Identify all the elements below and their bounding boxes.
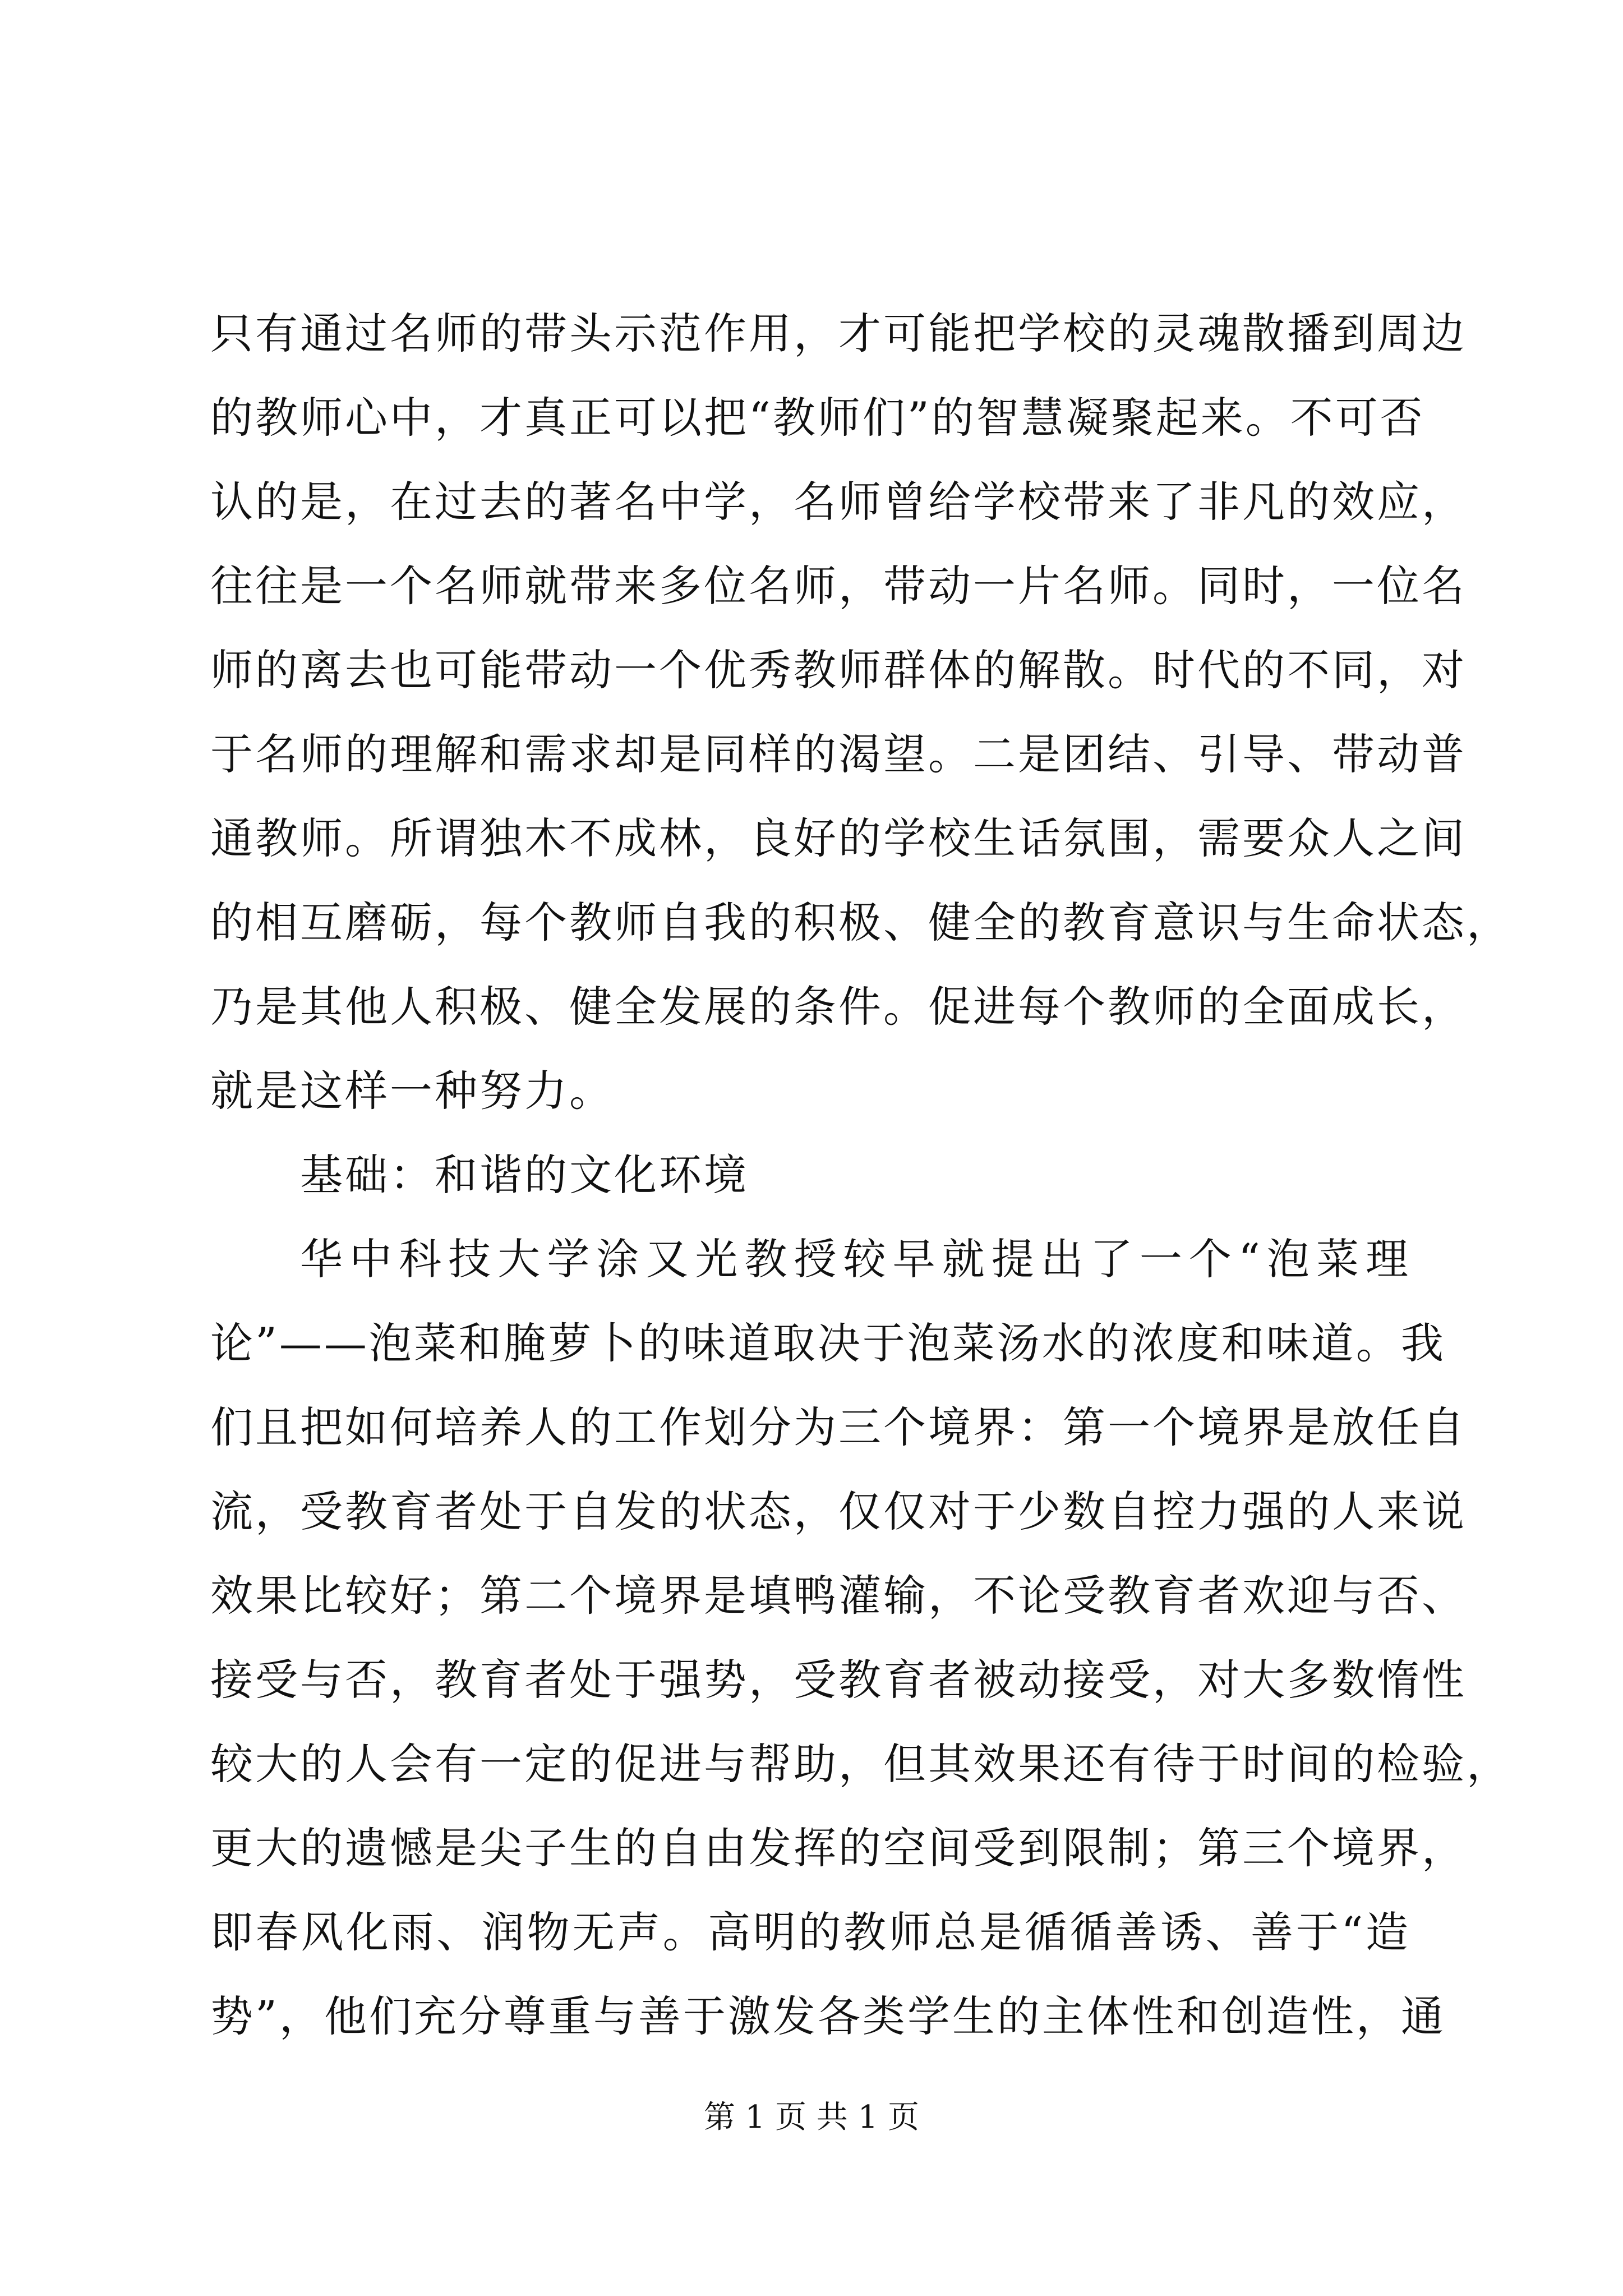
text-line: 师的离去也可能带动一个优秀教师群体的解散。时代的不同，对	[210, 645, 1467, 695]
text-line: 认的是，在过去的著名中学，名师曾给学校带来了非凡的效应，	[210, 477, 1467, 527]
text-line: 只有通过名师的带头示范作用，才可能把学校的灵魂散播到周边	[210, 309, 1467, 358]
text-line: 于名师的理解和需求却是同样的渴望。二是团结、引导、带动普	[210, 729, 1467, 779]
text-line: 即春风化雨、润物无声。高明的教师总是循循善诱、善于“造	[210, 1907, 1410, 1957]
paragraph-2	[210, 1217, 1511, 2059]
text-line: 效果比较好；第二个境界是填鸭灌输，不论受教育者欢迎与否、	[210, 1571, 1467, 1621]
page-number-footer: 第 1 页 共 1 页	[703, 2099, 920, 2136]
text-line: 较大的人会有一定的促进与帮助，但其效果还有待于时间的检验，	[210, 1739, 1511, 1789]
paragraph-1	[210, 292, 1511, 1133]
text-line: 华中科技大学涂又光教授较早就提出了一个“泡菜理	[300, 1234, 1410, 1284]
text-line: 乃是其他人积极、健全发展的条件。促进每个教师的全面成长，	[210, 982, 1467, 1032]
text-line: 通教师。所谓独木不成林，良好的学校生话氛围，需要众人之间	[210, 813, 1467, 863]
text-line: 接受与否，教育者处于强势，受教育者被动接受，对大多数惰性	[210, 1655, 1467, 1705]
text-line: 们且把如何培养人的工作划分为三个境界：第一个境界是放任自	[210, 1402, 1467, 1452]
text-line: 的相互磨砺，每个教师自我的积极、健全的教育意识与生命状态，	[210, 898, 1511, 947]
text-line: 论”——泡菜和腌萝卜的味道取决于泡菜汤水的浓度和味道。我	[210, 1318, 1446, 1368]
document-body	[210, 292, 1511, 2059]
text-line: 就是这样一种努力。	[210, 1066, 614, 1116]
text-line: 往往是一个名师就带来多位名师，带动一片名师。同时，一位名	[210, 561, 1467, 611]
section-heading: 基础：和谐的文化环境	[300, 1150, 749, 1200]
text-line: 的教师心中，才真正可以把“教师们”的智慧凝聚起来。不可否	[210, 393, 1425, 443]
text-line: 流，受教育者处于自发的状态，仅仅对于少数自控力强的人来说	[210, 1487, 1467, 1536]
text-line: 更大的遗憾是尖子生的自由发挥的空间受到限制；第三个境界，	[210, 1823, 1467, 1873]
text-line: 势”，他们充分尊重与善于激发各类学生的主体性和创造性，通	[210, 1991, 1446, 2041]
